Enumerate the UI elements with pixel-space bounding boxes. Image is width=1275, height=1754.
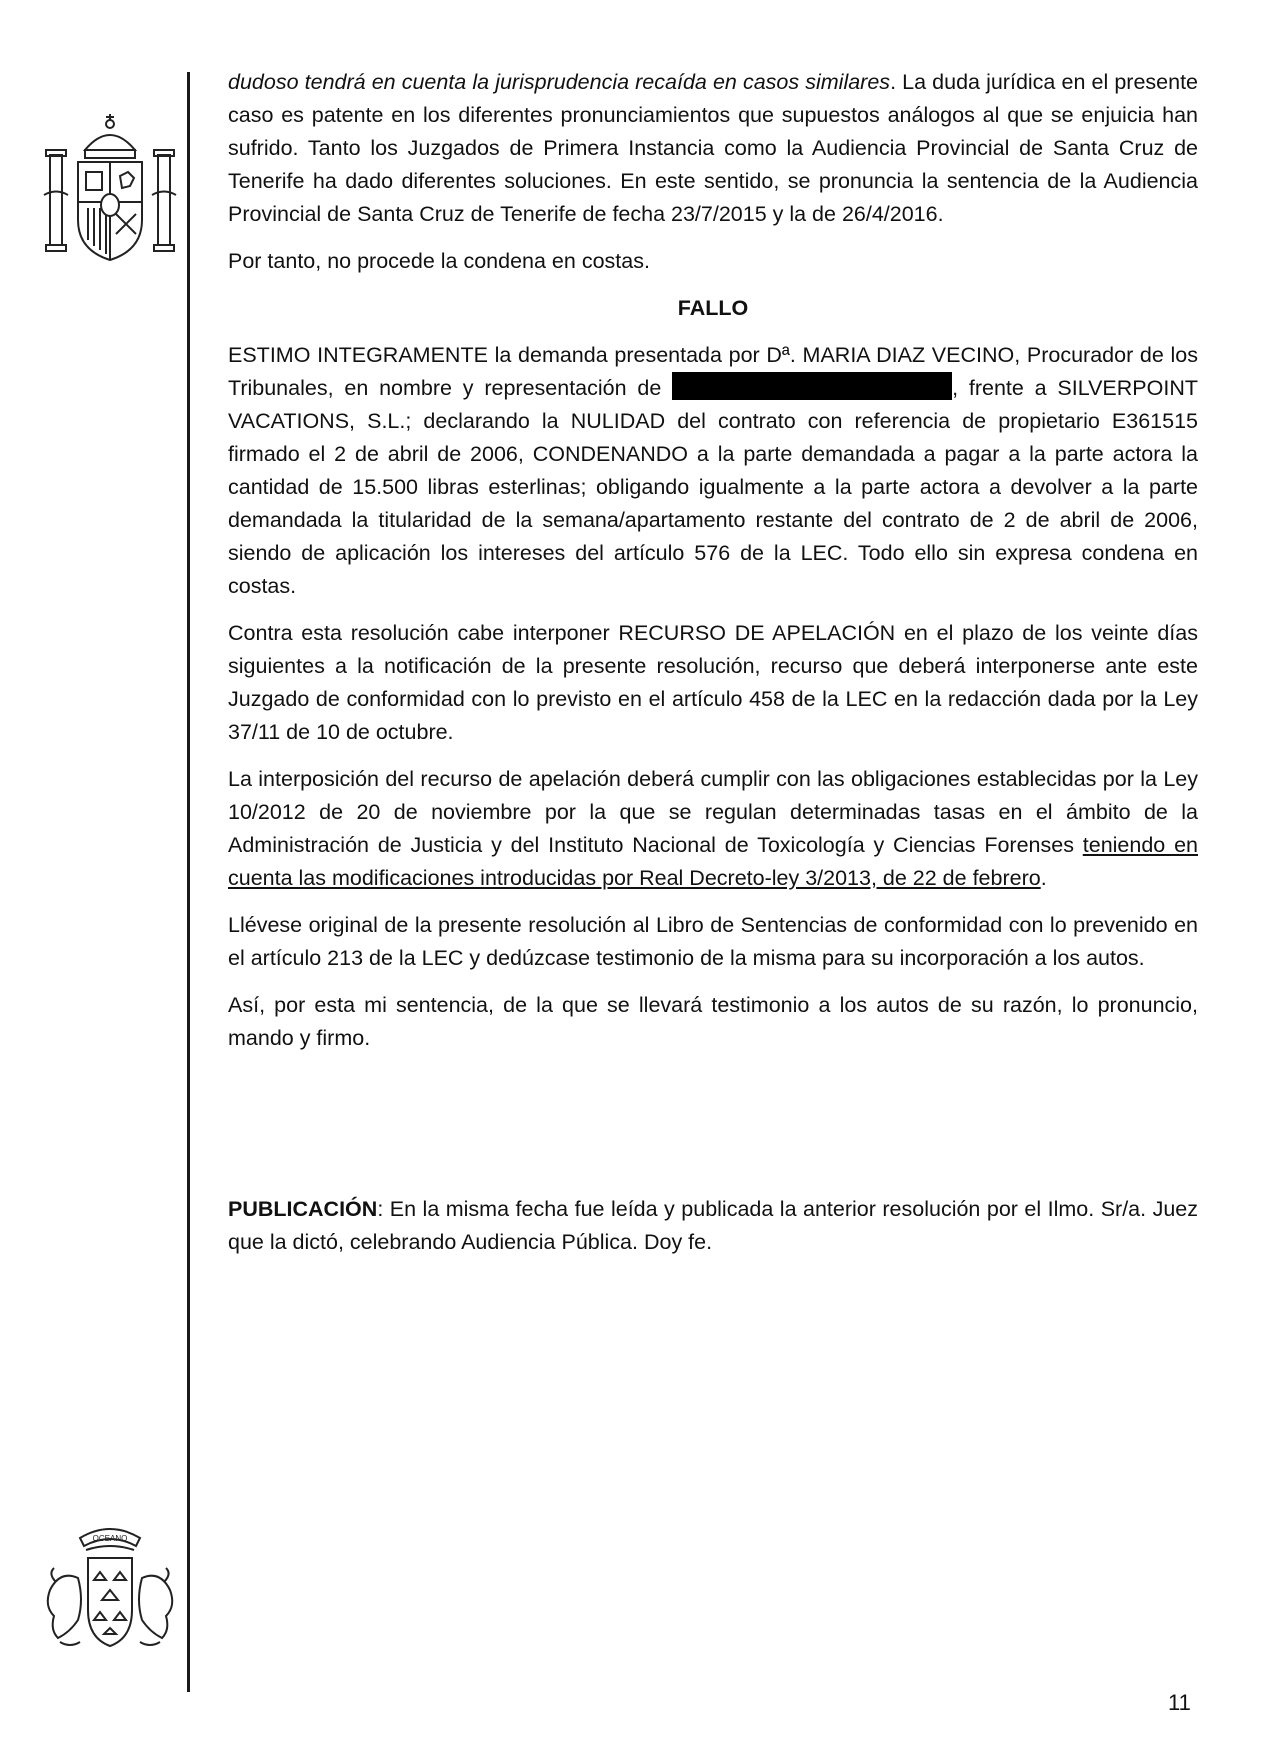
paragraph-costas: Por tanto, no procede la condena en costas. (228, 249, 650, 273)
signature-space (228, 1069, 1198, 1193)
fallo-text-after: , frente a SILVERPOINT VACATIONS, S.L.; declarando la NULIDAD del contrato con referencia de propietario E361515 firmado el 2 de abril de 2006, CONDENANDO a la parte demandada a pagar a la parte actora la cantidad de 15.500 libras esterlinas; obligando igualmente a la parte actora a devolver a la parte demandada la titularidad de la semana/apartamento restante del contrato de 2 de abril de 2006, siendo de aplicación los intereses del artículo 576 de la LEC. Todo ello sin expresa condena en costas. (228, 376, 1198, 598)
paragraph-recurso: Contra esta resolución cabe interponer RECURSO DE APELACIÓN en el plazo de los veinte días siguientes a la notificación de la presente resolución, recurso que deberá interponerse ante este Juzgado de conformidad con lo previsto en el artículo 458 de la LEC en la redacción dada por la Ley 37/11 de 10 de octubre. (228, 621, 1198, 744)
page-number: 11 (1168, 1690, 1191, 1715)
section-heading-fallo: FALLO (677, 296, 749, 320)
paragraph-jurisprudencia (228, 66, 1198, 231)
redaction-box (672, 372, 952, 400)
paragraph-text: . La duda jurídica en el presente caso es patente en los diferentes pronunciamientos que supuestos análogos al que se enjuicia han sufrido. Tanto los Juzgados de Primera Instancia como la Audiencia Provincial de Santa Cruz de Tenerife ha dado diferentes soluciones. En este sentido, se pronuncia la sentencia de la Audiencia Provincial de Santa Cruz de Tenerife de fecha 23/7/2015 y la de 26/4/2016. (228, 70, 1199, 226)
margin-rule (187, 72, 190, 1692)
paragraph-tasas (228, 763, 1198, 895)
paragraph-libro: Llévese original de la presente resolución al Libro de Sentencias de conformidad con lo prevenido en el artículo 213 de la LEC y dedúzcase testimonio de la misma para su incorporación a los autos. (228, 913, 1198, 970)
publicacion-text: : En la misma fecha fue leída y publicada la anterior resolución por el Ilmo. Sr/a. Juez que la dictó, celebrando Audiencia Pública. Doy fe. (228, 1197, 1198, 1254)
spain-coat-of-arms-icon (40, 110, 180, 270)
tasas-text: La interposición del recurso de apelación deberá cumplir con las obligaciones establecidas por la Ley 10/2012 de 20 de noviembre por la que se regulan determinadas tasas en el ámbito de la Administración de Justicia y del Instituto Nacional de Toxicología y Ciencias Forenses (228, 767, 1198, 857)
paragraph-fallo (228, 339, 1198, 603)
italic-quote: dudoso tendrá en cuenta la jurisprudencia recaída en casos similares (228, 70, 891, 94)
crest-motto: OCEANO (92, 1534, 128, 1543)
tasas-underlined-text: teniendo en cuenta las modificaciones introducidas por Real Decreto-ley 3/2013, de 22 de febrero (228, 833, 1198, 890)
canary-islands-coat-of-arms-icon (40, 1520, 180, 1670)
tasas-text-end: . (1040, 866, 1047, 890)
document-body (228, 66, 1198, 1273)
publicacion-label: PUBLICACIÓN (228, 1197, 378, 1221)
fallo-text-before: ESTIMO INTEGRAMENTE la demanda presentada por Dª. MARIA DIAZ VECINO, Procurador de los Tribunales, en nombre y representación de (228, 343, 1198, 400)
paragraph-publicacion (228, 1193, 1198, 1259)
paragraph-firma: Así, por esta mi sentencia, de la que se llevará testimonio a los autos de su razón, lo pronuncio, mando y firmo. (228, 993, 1198, 1050)
